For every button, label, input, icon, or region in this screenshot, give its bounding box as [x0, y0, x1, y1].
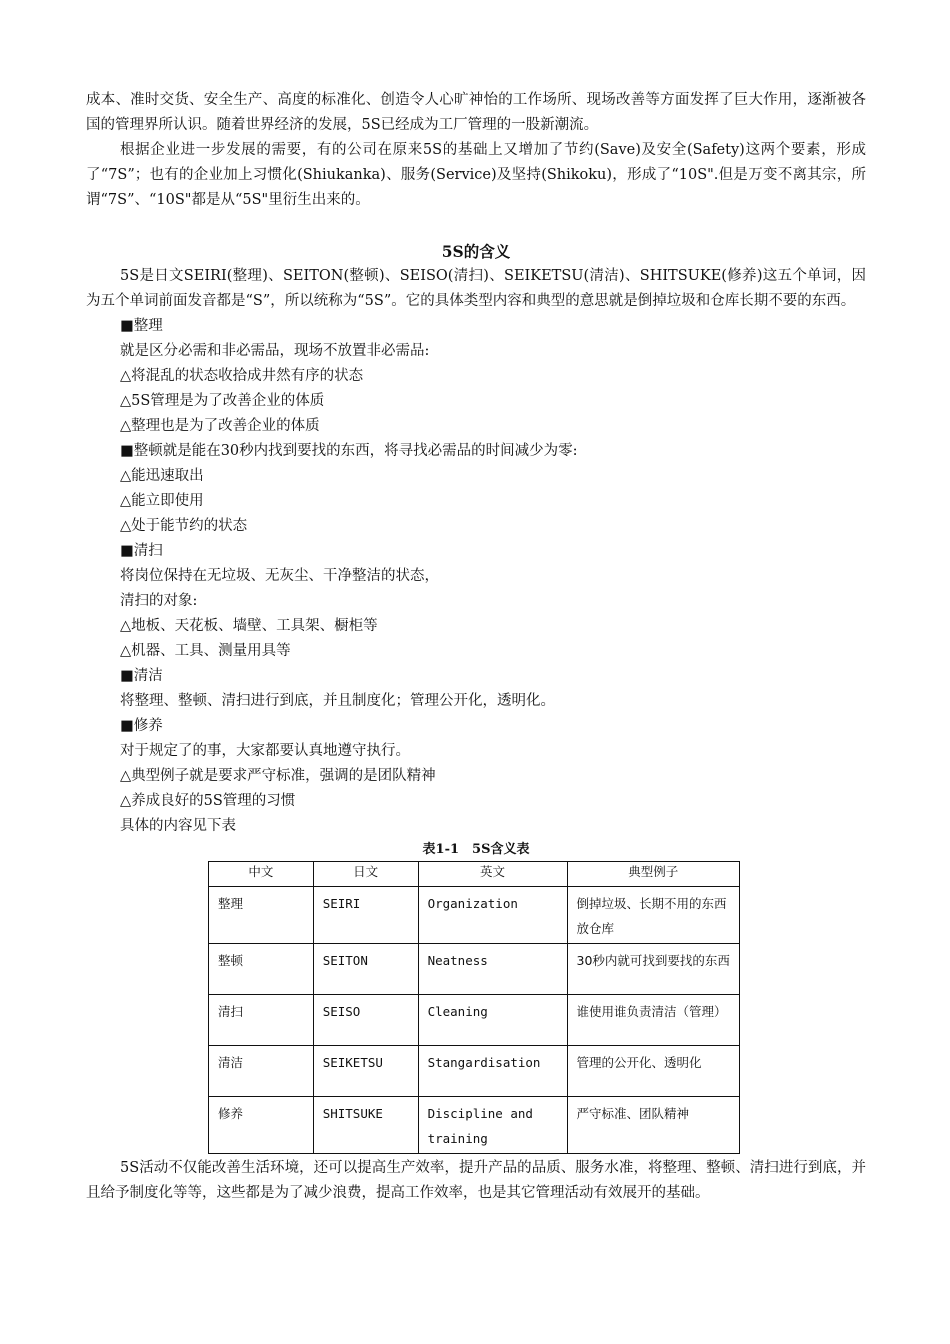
- cell-english: Stangardisation: [418, 1046, 567, 1097]
- column-header: 日文: [313, 862, 418, 887]
- bullet-line: △养成良好的5S管理的习惯: [120, 793, 296, 809]
- table-header-row: [209, 862, 740, 887]
- cell-english: Discipline and training: [418, 1097, 567, 1154]
- text-line: 将整理、整顿、清扫进行到底，并且制度化；管理公开化，透明化。: [120, 693, 555, 709]
- heading-seiso: ■清扫: [120, 543, 163, 559]
- bullet-line: △5S管理是为了改善企业的体质: [120, 393, 325, 409]
- bullet-line: △能迅速取出: [120, 468, 204, 484]
- text-line: 清扫的对象:: [120, 593, 198, 609]
- cell-example: 严守标准、团队精神: [567, 1097, 740, 1154]
- cell-japanese: SEIKETSU: [313, 1046, 418, 1097]
- cell-english: Organization: [418, 887, 567, 944]
- cell-english: Cleaning: [418, 995, 567, 1046]
- cell-japanese: SEIRI: [313, 887, 418, 944]
- bullet-line: △地板、天花板、墙壁、工具架、橱柜等: [120, 618, 378, 634]
- bullet-line: △处于能节约的状态: [120, 518, 248, 534]
- cell-example: 谁使用谁负责清洁（管理）: [567, 995, 740, 1046]
- heading-seiketsu: ■清洁: [120, 668, 163, 684]
- cell-japanese: SEISO: [313, 995, 418, 1046]
- section-title: 5S的含义: [441, 242, 511, 261]
- bullet-line: △典型例子就是要求严守标准，强调的是团队精神: [120, 768, 436, 784]
- cell-chinese: 清扫: [209, 995, 314, 1046]
- text-line: 对于规定了的事，大家都要认真地遵守执行。: [120, 743, 410, 759]
- heading-seiri: ■整理: [120, 318, 163, 334]
- intro-paragraph-1: 成本、准时交货、安全生产、高度的标准化、创造令人心旷神怡的工作场所、现场改善等方面发挥了巨大作用，逐渐被各国的管理界所认识。随着世界经济的发展，5S已经成为工厂管理的一股新潮流。: [86, 92, 866, 133]
- heading-shitsuke: ■修养: [120, 718, 163, 734]
- intro-paragraph-2: 根据企业进一步发展的需要，有的公司在原来5S的基础上又增加了节约(Save)及安全(Safety)这两个要素，形成了“7S”；也有的企业加上习惯化(Shiukanka)、服务(Service)及坚持(Shikoku)，形成了“10S".但是万变不离其宗，所谓“7S”、“10S"都是从“5S"里衍生出来的。: [86, 142, 866, 208]
- text-line: 就是区分必需和非必需品，现场不放置非必需品:: [120, 343, 430, 359]
- section-paragraph: 5S是日文SEIRI(整理)、SEITON(整顿)、SEISO(清扫)、SEIKETSU(清洁)、SHITSUKE(修养)这五个单词，因为五个单词前面发音都是“S”，所以统称为“5S”。它的具体类型内容和典型的意思就是倒掉垃圾和仓库长期不要的东西。: [86, 268, 866, 309]
- cell-chinese: 整理: [209, 887, 314, 944]
- cell-chinese: 整顿: [209, 944, 314, 995]
- table-row: [209, 995, 740, 1046]
- table-row: [209, 944, 740, 995]
- table-caption: 表1-1 5S含义表: [422, 842, 530, 857]
- heading-seiton: ■整顿就是能在30秒内找到要找的东西，将寻找必需品的时间减少为零:: [120, 443, 578, 459]
- bullet-line: △将混乱的状态收拾成井然有序的状态: [120, 368, 364, 384]
- cell-japanese: SEITON: [313, 944, 418, 995]
- table-row: [209, 1097, 740, 1154]
- closing-paragraph: 5S活动不仅能改善生活环境，还可以提高生产效率，提升产品的品质、服务水准，将整理、整顿、清扫进行到底，并且给予制度化等等，这些都是为了减少浪费，提高工作效率，也是其它管理活动有效展开的基础。: [86, 1160, 866, 1201]
- cell-english: Neatness: [418, 944, 567, 995]
- text-line: 将岗位保持在无垃圾、无灰尘、干净整洁的状态，: [120, 568, 439, 584]
- table-row: [209, 887, 740, 944]
- cell-example: 30秒内就可找到要找的东西: [567, 944, 740, 995]
- text-line: 具体的内容见下表: [120, 818, 236, 834]
- bullet-line: △整理也是为了改善企业的体质: [120, 418, 320, 434]
- cell-chinese: 修养: [209, 1097, 314, 1154]
- 5s-meaning-table: [208, 861, 740, 1154]
- column-header: 典型例子: [567, 862, 740, 887]
- cell-example: 倒掉垃圾、长期不用的东西放仓库: [567, 887, 740, 944]
- cell-example: 管理的公开化、透明化: [567, 1046, 740, 1097]
- cell-japanese: SHITSUKE: [313, 1097, 418, 1154]
- column-header: 英文: [418, 862, 567, 887]
- document-page: [86, 88, 866, 1206]
- bullet-line: △能立即使用: [120, 493, 204, 509]
- bullet-line: △机器、工具、测量用具等: [120, 643, 291, 659]
- section-lines: [86, 314, 866, 839]
- cell-chinese: 清洁: [209, 1046, 314, 1097]
- column-header: 中文: [209, 862, 314, 887]
- table-row: [209, 1046, 740, 1097]
